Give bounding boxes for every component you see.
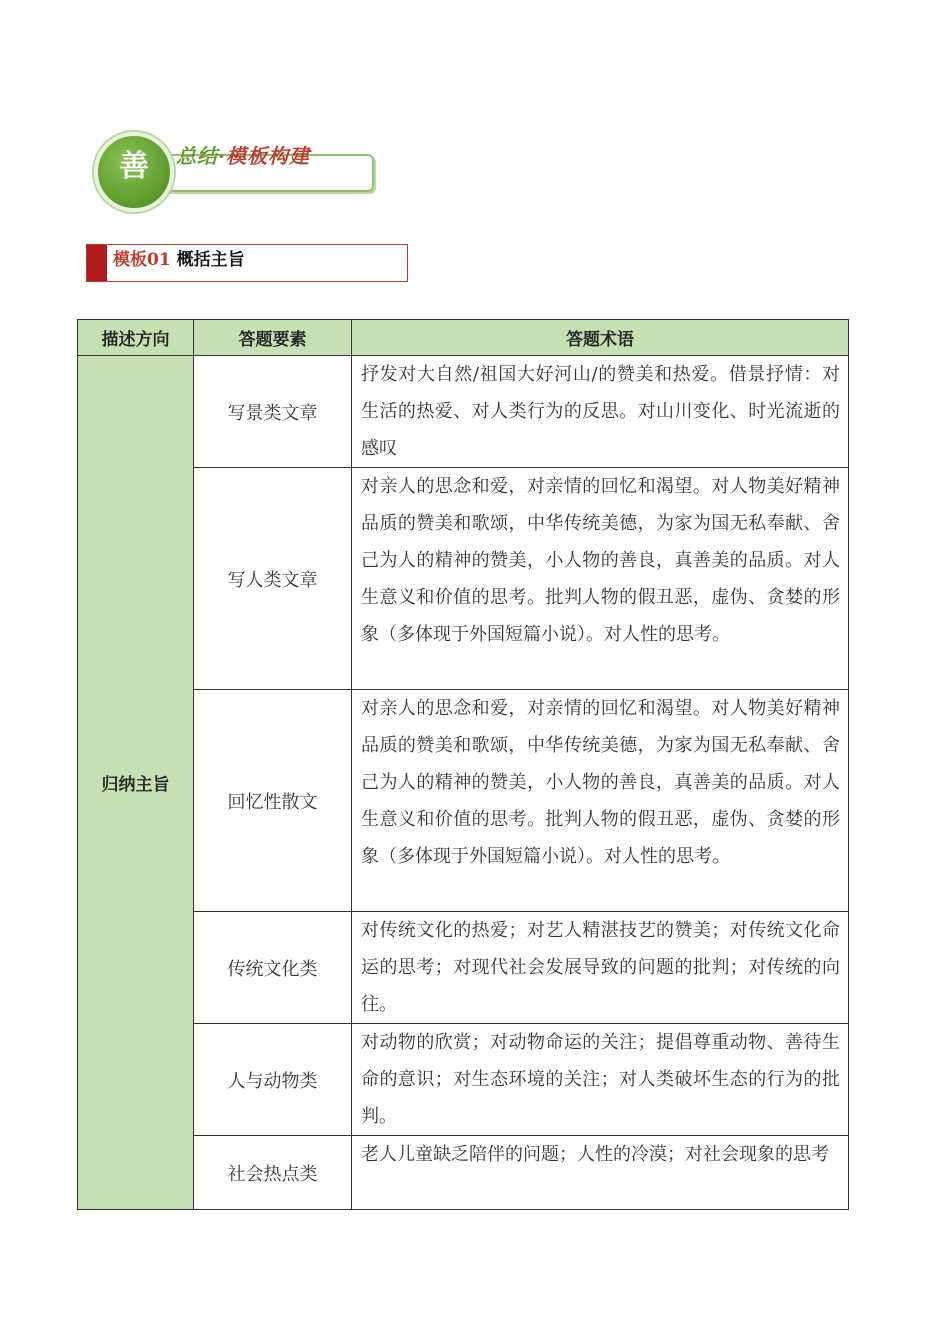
table-row bbox=[78, 356, 849, 468]
header-term: 答题术语 bbox=[352, 320, 849, 356]
badge-title-part1: 总结· bbox=[176, 144, 226, 168]
element-cell: 人与动物类 bbox=[194, 1024, 352, 1136]
term-cell: 对亲人的思念和爱，对亲情的回忆和渴望。对人物美好精神品质的赞美和歌颂，中华传统美德，为家为国无私奉献、舍己为人的精神的赞美，小人物的善良，真善美的品质。对人生意义和价值的思考。批判人物的假丑恶，虚伪、贪婪的形象（多体现于外国短篇小说）。对人性的思考。 bbox=[352, 690, 849, 912]
element-cell: 写人类文章 bbox=[194, 468, 352, 690]
table-header-row bbox=[78, 320, 849, 356]
badge-title bbox=[176, 140, 310, 169]
template-name: 概括主旨 bbox=[176, 250, 245, 270]
term-cell: 对动物的欣赏；对动物命运的关注；提倡尊重动物、善待生命的意识；对生态环境的关注；对人类破坏生态的行为的批判。 bbox=[352, 1024, 849, 1136]
answer-template-table bbox=[77, 319, 849, 1210]
term-cell: 对传统文化的热爱；对艺人精湛技艺的赞美；对传统文化命运的思考；对现代社会发展导致的问题的批判；对传统的向往。 bbox=[352, 912, 849, 1024]
section-header-badge bbox=[90, 128, 380, 214]
badge-char: 善 bbox=[119, 149, 149, 184]
element-cell: 传统文化类 bbox=[194, 912, 352, 1024]
badge-title-part2: 模板构建 bbox=[225, 144, 310, 168]
table-row bbox=[78, 912, 849, 1024]
table-row bbox=[78, 468, 849, 690]
template-label-text bbox=[113, 245, 245, 270]
template-code: 模板01 bbox=[113, 250, 171, 270]
table-row bbox=[78, 1024, 849, 1136]
header-direction: 描述方向 bbox=[78, 320, 194, 356]
template-label-accent bbox=[87, 245, 107, 281]
term-cell: 对亲人的思念和爱，对亲情的回忆和渴望。对人物美好精神品质的赞美和歌颂，中华传统美德，为家为国无私奉献、舍己为人的精神的赞美，小人物的善良，真善美的品质。对人生意义和价值的思考。批判人物的假丑恶，虚伪、贪婪的形象（多体现于外国短篇小说）。对人性的思考。 bbox=[352, 468, 849, 690]
element-cell: 写景类文章 bbox=[194, 356, 352, 468]
element-cell: 社会热点类 bbox=[194, 1136, 352, 1210]
element-cell: 回忆性散文 bbox=[194, 690, 352, 912]
badge-circle-icon bbox=[94, 132, 174, 212]
table-row bbox=[78, 1136, 849, 1210]
term-cell: 抒发对大自然/祖国大好河山/的赞美和热爱。借景抒情：对生活的热爱、对人类行为的反思。对山川变化、时光流逝的感叹 bbox=[352, 356, 849, 468]
table-row bbox=[78, 690, 849, 912]
header-element: 答题要素 bbox=[194, 320, 352, 356]
direction-cell: 归纳主旨 bbox=[78, 356, 194, 1210]
template-label bbox=[86, 244, 408, 282]
term-cell: 老人儿童缺乏陪伴的问题；人性的冷漠；对社会现象的思考 bbox=[352, 1136, 849, 1210]
